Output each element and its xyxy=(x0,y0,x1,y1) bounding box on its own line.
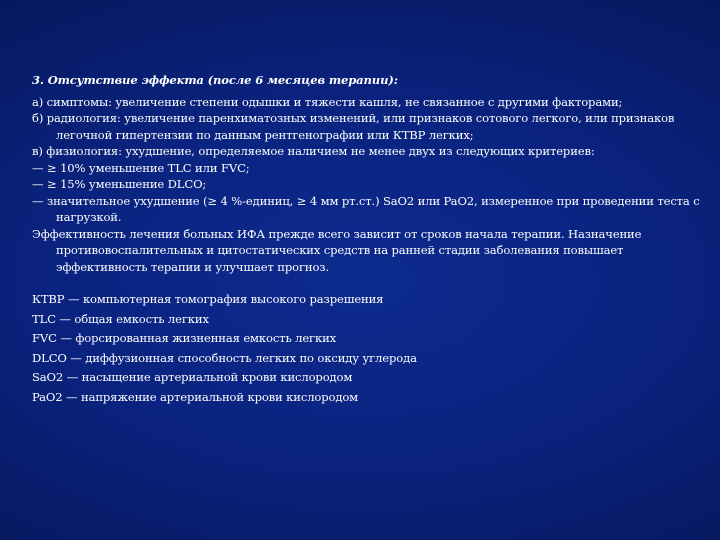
criterion-symptoms: а) симптомы: увеличение степени одышки и тяжести кашля, не связанное с другими факторами; xyxy=(32,94,623,109)
slide-body xyxy=(32,72,702,407)
physiology-item-dlco: — ≥ 15% уменьшение DLCO; xyxy=(32,177,207,191)
physiology-item-tlc-fvc: — ≥ 10% уменьшение TLC или FVC; xyxy=(32,160,250,175)
glossary-item-tlc: TLC — общая емкость легких xyxy=(32,311,209,326)
glossary-item-ktvr: КТВР — компьютерная томография высокого разрешения xyxy=(32,292,384,306)
glossary-item-sao2: SaO2 — насыщение артериальной крови кислородом xyxy=(32,370,353,384)
abbreviation-glossary xyxy=(32,290,702,407)
glossary-item-dlco: DLCO — диффузионная способность легких по оксиду углерода xyxy=(32,350,417,365)
treatment-effectiveness-note: Эффективность лечения больных ИФА прежде всего зависит от сроков начала терапии. Назначение противовоспалительных и цитостатических средств на ранней стадии заболевания повышает эффективность терапии и улучшает прогноз. xyxy=(32,226,642,274)
section-spacer xyxy=(32,275,702,290)
criterion-radiology: б) радиология: увеличение паренхиматозных изменений, или признаков сотового легкого, или признаков легочной гипертензии по данным рентгенографии или КТВР легких; xyxy=(32,111,675,142)
physiology-item-sao2-pao2: — значительное ухудшение (≥ 4 %-единиц, ≥ 4 мм рт.ст.) SaO2 или PaO2, измеренное при проведении теста с нагрузкой. xyxy=(32,193,700,224)
glossary-item-fvc: FVC — форсированная жизненная емкость легких xyxy=(32,331,337,345)
glossary-item-pao2: PaO2 — напряжение артериальной крови кислородом xyxy=(32,389,359,404)
criterion-physiology: в) физиология: ухудшение, определяемое наличием не менее двух из следующих критериев: xyxy=(32,144,595,158)
section-heading: 3. Отсутствие эффекта (после 6 месяцев терапии): xyxy=(32,73,398,87)
